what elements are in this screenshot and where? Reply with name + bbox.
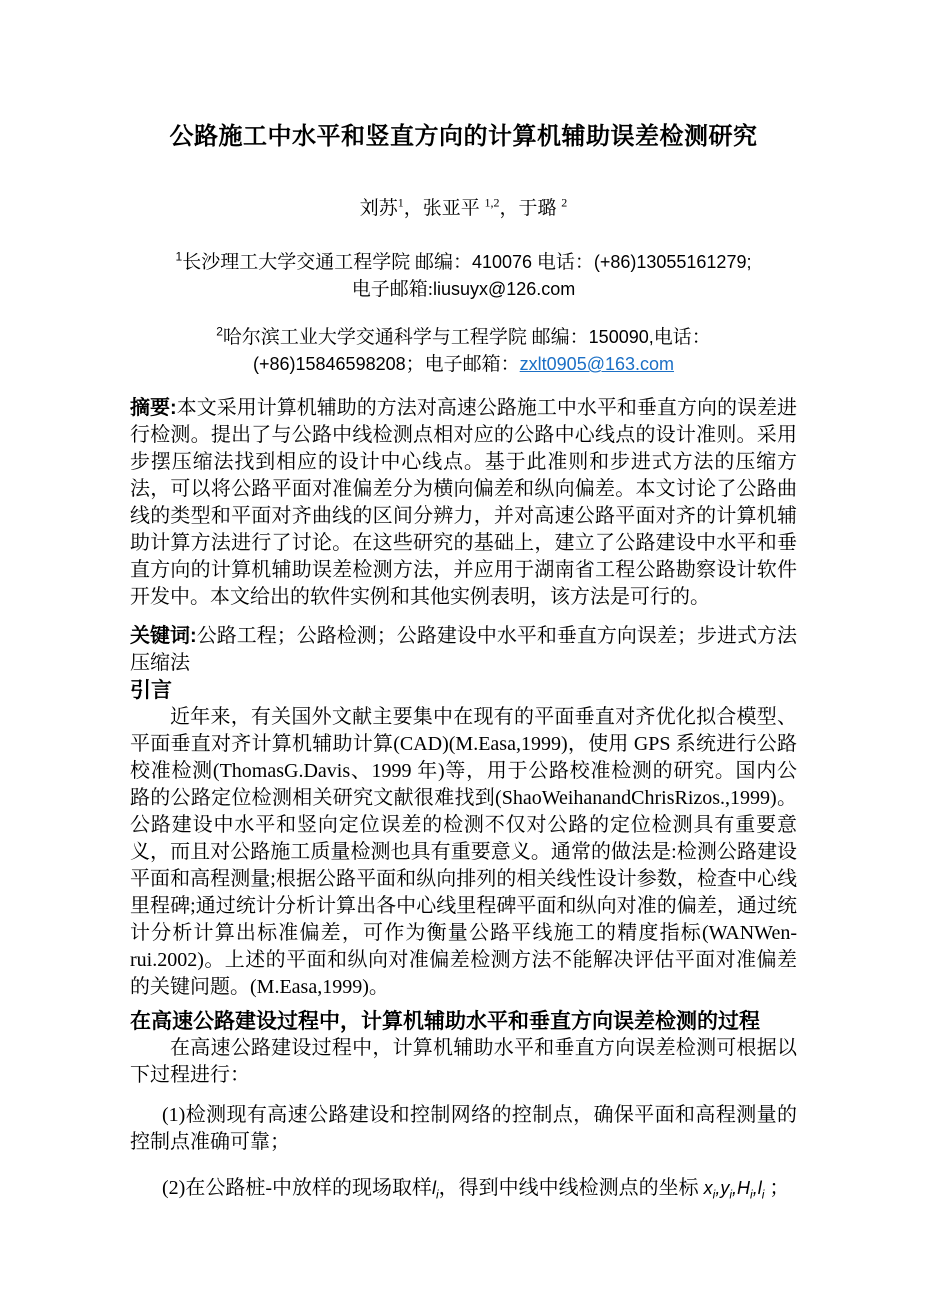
process-section-heading: 在高速公路建设过程中，计算机辅助水平和垂直方向误差检测的过程 <box>130 1010 760 1033</box>
abstract-text: 本文采用计算机辅助的方法对高速公路施工中水平和垂直方向的误差进行检测。提出了与公路中线检测点相对应的公路中心线点的设计准则。采用步摆压缩法找到相应的设计中心线点。基于此准则和步进式方法的压缩方法，可以将公路平面对准偏差分为横向偏差和纵向偏差。本文讨论了公路曲线的类型和平面对齐曲线的区间分辨力，并对高速公路平面对齐的计算机辅助计算方法进行了讨论。在这些研究的基础上，建立了公路建设中水平和垂直方向的计算机辅助误差检测方法，并应用于湖南省工程公路勘察设计软件开发中。本文给出的软件实例和其他实例表明，该方法是可行的。 <box>130 397 797 608</box>
affiliation-1-phone: (+86)13055161279; <box>593 252 752 272</box>
affiliation-1-zip: 410076 <box>471 252 533 272</box>
affiliation-1-marker: 1 <box>175 249 183 264</box>
keywords-paragraph <box>130 623 797 677</box>
math-var-H: $H_i$ <box>737 1178 753 1202</box>
process-step-2: (2)在公路桩-中放样的现场取样$l_i$，得到中线中线检测点的坐标 $x_i,y_i,H_i,l_i$ ； <box>162 1177 790 1202</box>
affiliation-2-phone: (+86)15846598208 <box>252 354 406 374</box>
math-var-l2: $l_i$ <box>757 1178 765 1202</box>
affiliation-1-line2: 电子邮箱:liusuyx@126.com <box>351 279 576 300</box>
author-2-superscript: 1,2 <box>484 195 500 210</box>
math-var-y: $y_i$ <box>720 1178 733 1202</box>
abstract-label: 摘要: <box>130 397 177 419</box>
abstract-paragraph <box>130 395 797 611</box>
author-1-superscript: 1 <box>397 195 404 210</box>
author-3-superscript: 2 <box>561 195 568 210</box>
affiliation-2-marker: 2 <box>216 324 223 339</box>
affiliation-2 <box>130 324 797 378</box>
author-2: ，张亚平 $^{1,2}$ <box>403 195 500 219</box>
paper-title: 公路施工中水平和竖直方向的计算机辅助误差检测研究 <box>169 123 758 150</box>
email-hyperlink[interactable]: zxlt0905@163.com <box>519 354 675 374</box>
introduction-paragraph: 近年来，有关国外文献主要集中在现有的平面垂直对齐优化拟合模型、平面垂直对齐计算机辅助计算(CAD)(M.Easa,1999)，使用 GPS 系统进行公路校准检测(ThomasG.Davis、1999 年)等，用于公路校准检测的研究。国内公路的公路定位检测相关研究文献很难找到(ShaoWeihanandChrisRizos.,1999)。公路建设中水平和竖向定位误差的检测不仅对公路的定位检测具有重要意义，而且对公路施工质量检测也具有重要意义。通常的做法是:检测公路建设平面和高程测量;根据公路平面和纵向排列的相关线性设计参数，检查中心线里程碑;通过统计分析计算出各中心线里程碑平面和纵向对准的偏差，通过统计分析计算出标准偏差，可作为衡量公路平线施工的精度指标(WANWen-rui.2002)。上述的平面和纵向对准偏差检测方法不能解决评估平面对准偏差的关键问题。(M.Easa,1999)。 <box>130 706 797 998</box>
process-step-1: (1)检测现有高速公路建设和控制网络的控制点，确保平面和高程测量的控制点准确可靠； <box>130 1104 797 1153</box>
affiliation-1-email: liusuyx@126.com <box>432 279 576 299</box>
keywords-text: 公路工程；公路检测；公路建设中水平和垂直方向误差；步进式方法压缩法 <box>130 625 798 674</box>
math-separator: , <box>752 1178 758 1198</box>
math-var-l: $l_i$ <box>431 1178 439 1202</box>
author-3: ，于璐 $^2$ <box>499 195 568 219</box>
author-line <box>130 195 797 222</box>
affiliation-2-line1: $^2$哈尔滨工业大学交通科学与工程学院 邮编：150090,电话： <box>216 324 711 348</box>
author-1: 刘苏$^1$ <box>359 195 404 219</box>
math-var-x: $x_i$ <box>703 1178 716 1202</box>
step-2-suffix: ； <box>764 1177 790 1199</box>
process-intro-paragraph: 在高速公路建设过程中，计算机辅助水平和垂直方向误差检测可根据以下过程进行： <box>130 1037 797 1086</box>
affiliation-2-line2: (+86)15846598208；电子邮箱：zxlt0905@163.com <box>252 354 675 375</box>
math-separator: , <box>715 1178 721 1198</box>
affiliation-2-zip: 150090, <box>588 327 654 347</box>
keywords-label: 关键词: <box>130 625 197 647</box>
introduction-heading: 引言 <box>130 679 172 702</box>
affiliation-1 <box>130 249 797 303</box>
affiliation-1-line1: $^1$长沙理工大学交通工程学院 邮编：410076 电话：(+86)13055161279; <box>175 249 752 273</box>
math-separator: , <box>732 1178 738 1198</box>
